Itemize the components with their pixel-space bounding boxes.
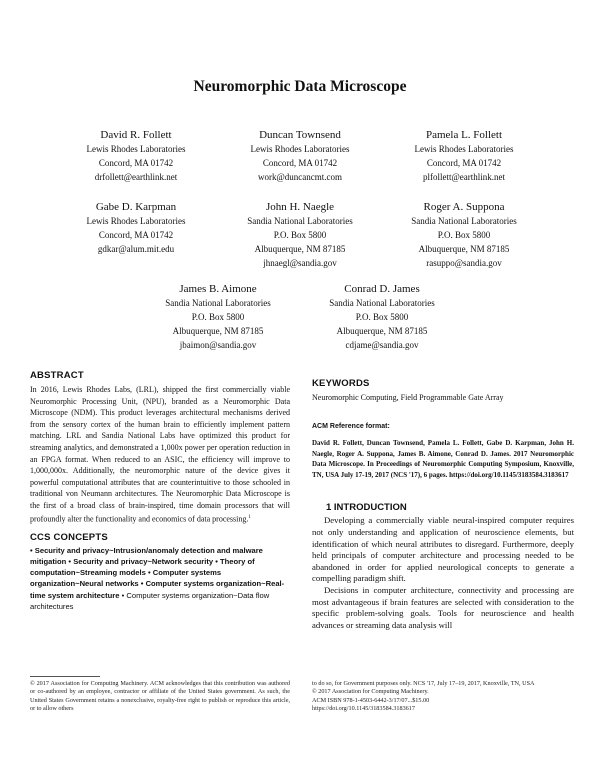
- author-email: rasuppo@sandia.gov: [426, 258, 502, 268]
- author-5: [215, 200, 385, 270]
- author-2: [215, 128, 385, 184]
- ccs-heading: CCS CONCEPTS: [30, 531, 108, 543]
- ccs-item: • Computer systems organization~Real-time system architecture: [30, 579, 285, 600]
- author-8: [297, 282, 467, 352]
- author-address: P.O. Box 5800: [191, 312, 245, 322]
- author-address: Concord, MA 01742: [98, 230, 174, 240]
- author-email: jbaimon@sandia.gov: [179, 340, 257, 350]
- author-email: drfollett@earthlink.net: [94, 172, 178, 182]
- left-column: [30, 370, 290, 612]
- ccs-item: • Theory of computation~Streaming models: [30, 556, 255, 578]
- author-affiliation: Sandia National Laboratories: [411, 216, 517, 226]
- footnote-line: ACM ISBN 978-1-4503-6442-3/17/07...$15.00: [312, 696, 430, 704]
- author-6: [379, 200, 549, 270]
- footnote-line: to do so, for Government purposes only. NCS '17, July 17–19, 2017, Knoxville, TN, USA: [312, 680, 535, 687]
- copyright-notice: © 2017 Association for Computing Machinery. ACM acknowledges that this contribution was authored or co-authored by an employee, contractor or affiliate of the United States government. As such, the United States Government retains a nonexclusive, royalty-free right to publish or reproduce this article, or to allow others: [30, 680, 290, 713]
- author-4: [51, 200, 221, 256]
- author-city: Albuquerque, NM 87185: [254, 244, 346, 254]
- keywords-text: Neuromorphic Computing, Field Programmable Gate Array: [312, 393, 504, 402]
- ccs-item: • Security and privacy~Intrusion/anomaly detection and malware mitigation: [30, 545, 263, 566]
- author-address: Concord, MA 01742: [98, 158, 174, 168]
- author-address: Concord, MA 01742: [426, 158, 502, 168]
- author-affiliation: Lewis Rhodes Laboratories: [86, 216, 186, 226]
- introduction-heading: 1 INTRODUCTION: [326, 502, 407, 514]
- author-name: David R. Follett: [100, 129, 172, 141]
- paper-title: Neuromorphic Data Microscope: [193, 78, 407, 95]
- ccs-item: • Computer systems organization~Neural networks: [30, 568, 222, 589]
- author-name: Roger A. Suppona: [423, 201, 505, 213]
- author-city: Albuquerque, NM 87185: [418, 244, 510, 254]
- abstract-text: [30, 384, 290, 525]
- author-3: [379, 128, 549, 184]
- author-affiliation: Sandia National Laboratories: [329, 298, 435, 308]
- author-affiliation: Lewis Rhodes Laboratories: [250, 144, 350, 154]
- author-email: jhnaegl@sandia.gov: [263, 258, 337, 268]
- author-name: Duncan Townsend: [259, 129, 341, 141]
- ccs-list: [30, 545, 290, 612]
- right-column: [312, 378, 574, 631]
- author-city: Albuquerque, NM 87185: [172, 326, 264, 336]
- footnote-line: © 2017 Association for Computing Machinery.: [312, 688, 429, 696]
- author-name: John H. Naegle: [265, 201, 335, 213]
- acm-reference-text: David R. Follett, Duncan Townsend, Pamela L. Follett, Gabe D. Karpman, John H. Naegle, Roger A. Suppona, James B. Aimone, Conrad D. James. 2017 Neuromorphic Data Microscope. In Proceedings of Neuromorphic Computing Symposium, Knoxville, TN, USA July 17-19, 2017 (NCS '17), 6 pages. https://doi.org/10.1145/3183584.3183617: [312, 439, 574, 479]
- author-address: P.O. Box 5800: [437, 230, 491, 240]
- keywords-heading: KEYWORDS: [312, 378, 370, 389]
- author-7: [133, 282, 303, 352]
- footnote-doi: https://doi.org/10.1145/3183584.3183617: [312, 705, 415, 713]
- author-email: cdjame@sandia.gov: [345, 340, 419, 350]
- author-email: work@duncancmt.com: [257, 172, 342, 182]
- author-email: plfollett@earthlink.net: [422, 172, 505, 182]
- author-affiliation: Sandia National Laboratories: [165, 298, 271, 308]
- author-address: P.O. Box 5800: [273, 230, 327, 240]
- introduction-paragraph-1: Developing a commercially viable neural-inspired computer requires not only understanding and application of neuroscience elements, but identification of which neural attributes to disregard. Furthermore, deeply held principals of computer architecture and processing needed to be abandoned in order for applied neurological concepts to generate a compelling paradigm shift.: [312, 515, 574, 584]
- footnote-mark: 1: [248, 514, 251, 520]
- author-address: P.O. Box 5800: [355, 312, 409, 322]
- author-name: Conrad D. James: [344, 283, 420, 295]
- footnote-left: [30, 680, 290, 714]
- footnote-right: [312, 680, 574, 714]
- abstract-heading: ABSTRACT: [30, 370, 84, 381]
- author-1: [51, 128, 221, 184]
- ccs-item: • Security and privacy~Network security: [68, 556, 214, 566]
- author-name: Pamela L. Follett: [425, 129, 503, 141]
- author-name: James B. Aimone: [179, 283, 257, 295]
- introduction-paragraph-2: Decisions in computer architecture, connectivity and processing are most advantageous if brain features are selected with consideration to the specific problem-solving goals. Tools for neuroscience and health advances or streaming data analysis will: [312, 584, 574, 630]
- ccs-item: • Computer systems organization~Data flow architectures: [30, 590, 270, 611]
- author-affiliation: Lewis Rhodes Laboratories: [414, 144, 514, 154]
- author-affiliation: Lewis Rhodes Laboratories: [86, 144, 186, 154]
- author-email: gdkar@alum.mit.edu: [97, 244, 175, 254]
- author-affiliation: Sandia National Laboratories: [247, 216, 353, 226]
- footnote-divider: [30, 676, 100, 677]
- author-name: Gabe D. Karpman: [95, 201, 177, 213]
- acm-reference-heading: ACM Reference format:: [312, 423, 390, 430]
- author-city: Albuquerque, NM 87185: [336, 326, 428, 336]
- author-address: Concord, MA 01742: [262, 158, 338, 168]
- abstract-body: In 2016, Lewis Rhodes Labs, (LRL), shipped the first commercially viable Neuromorphic Processing Unit, (NPU), branded as a Neuromorphic Data Microscope (NDM). This product leverages architectural mechanisms derived from the sensory cortex of the human brain to efficiently implement pattern matching. LRL and Sandia National Labs have optimized this product for streaming analytics, and demonstrated a 1,000x power per operation reduction in an FPGA format. When reduced to an ASIC, the efficiency will improve to 1,000,000x. Additionally, the neuromorphic nature of the device gives it powerful computational attributes that are counterintuitive to those schooled in traditional von Neumann architectures. The Neuromorphic Data Microscope is the first of a broad class of brain-inspired, time domain processors that will profoundly alter the functionality and economics of data processing.: [30, 385, 290, 524]
